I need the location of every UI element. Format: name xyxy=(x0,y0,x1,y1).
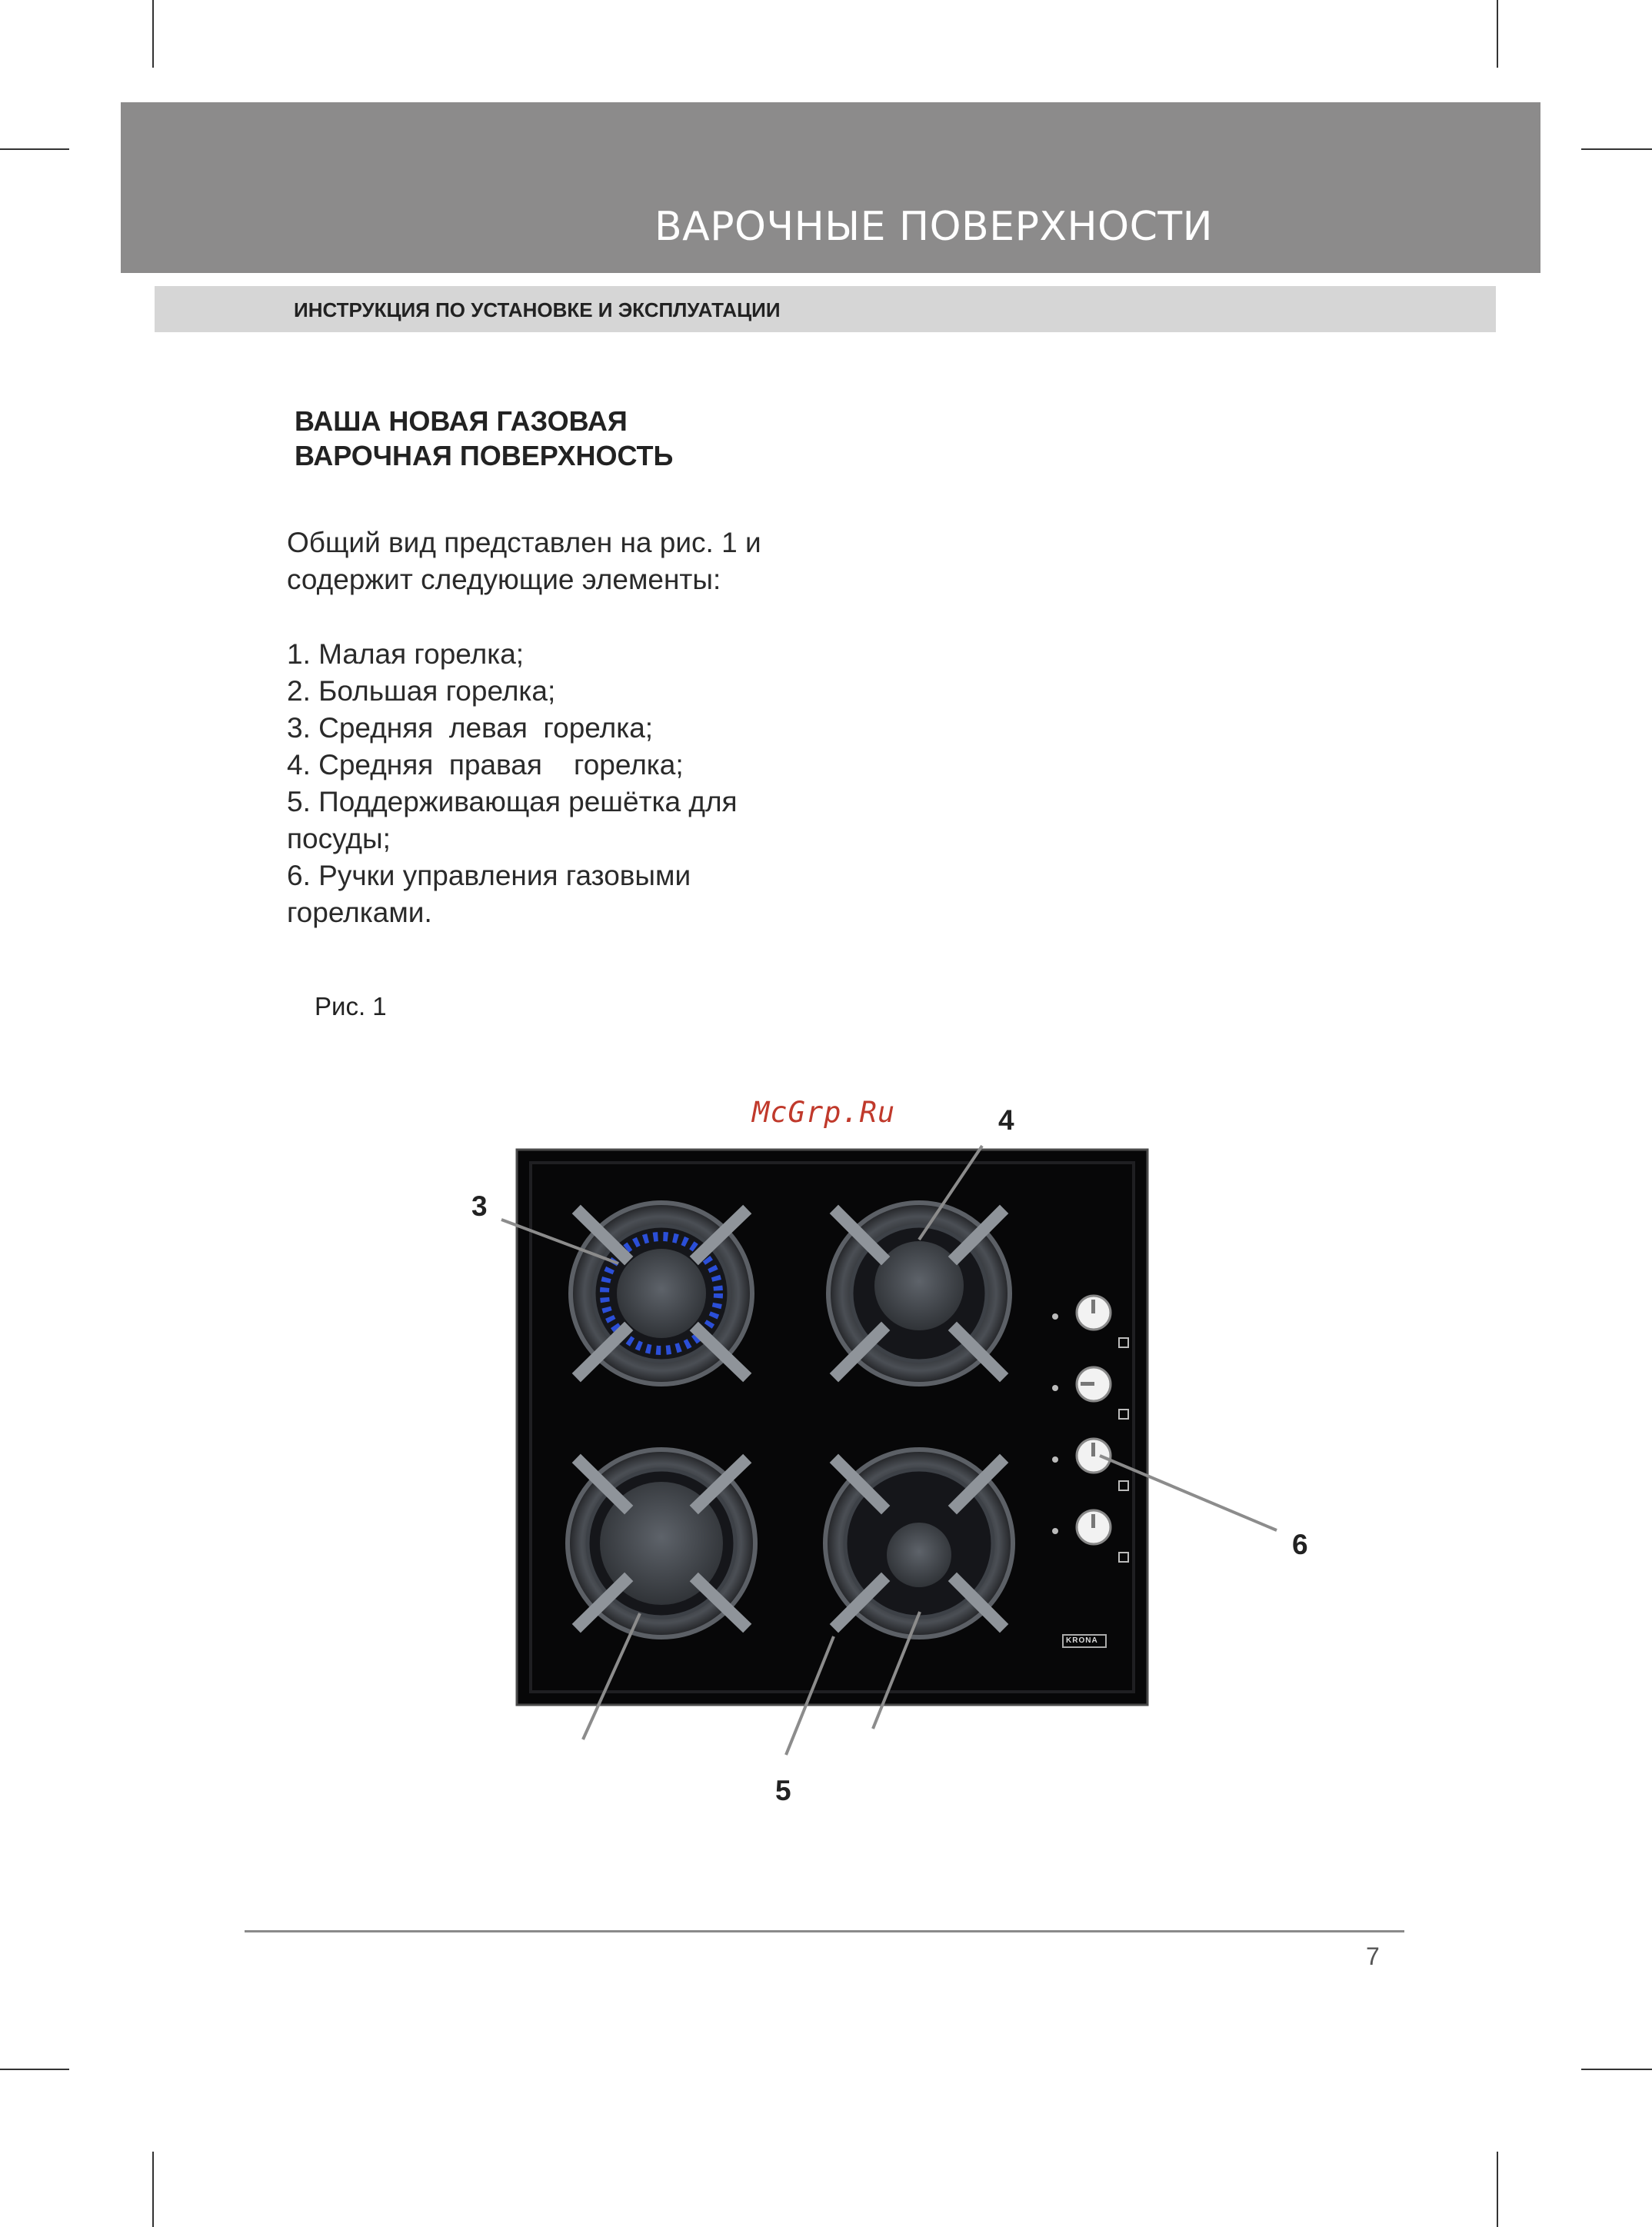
list-item: 6. Ручки управления газовыми xyxy=(287,860,691,891)
list-item: 2. Большая горелка; xyxy=(287,675,556,707)
callout-6: 6 xyxy=(1292,1529,1308,1560)
list-item: 5. Поддерживающая решётка для xyxy=(287,786,738,817)
page-header-title: ВАРОЧНЫЕ ПОВЕРХНОСТИ xyxy=(654,204,1214,250)
callout-4: 4 xyxy=(998,1104,1014,1136)
intro-line: Общий вид представлен на рис. 1 и xyxy=(287,527,761,558)
footer-rule xyxy=(245,1930,1404,1932)
brand-label: KRONA xyxy=(1066,1636,1098,1645)
section-title-line: ВАРОЧНАЯ ПОВЕРХНОСТЬ xyxy=(295,440,674,471)
list-item: 4. Средняя правая горелка; xyxy=(287,749,684,781)
figure-caption: Рис. 1 xyxy=(315,992,387,1020)
page-subtitle: ИНСТРУКЦИЯ ПО УСТАНОВКЕ И ЭКСПЛУАТАЦИИ xyxy=(294,298,781,321)
list-item: горелками. xyxy=(287,897,432,928)
watermark: McGrp.Ru xyxy=(752,1096,896,1129)
list-item: 3. Средняя левая горелка; xyxy=(287,712,654,744)
intro-line: содержит следующие элементы: xyxy=(287,564,721,595)
list-item: 1. Малая горелка; xyxy=(287,638,525,670)
section-title-line: ВАША НОВАЯ ГАЗОВАЯ xyxy=(295,405,628,437)
page-number: 7 xyxy=(1366,1942,1380,1970)
list-item: посуды; xyxy=(287,823,391,854)
callout-5: 5 xyxy=(775,1775,791,1806)
callout-3: 3 xyxy=(471,1190,488,1222)
